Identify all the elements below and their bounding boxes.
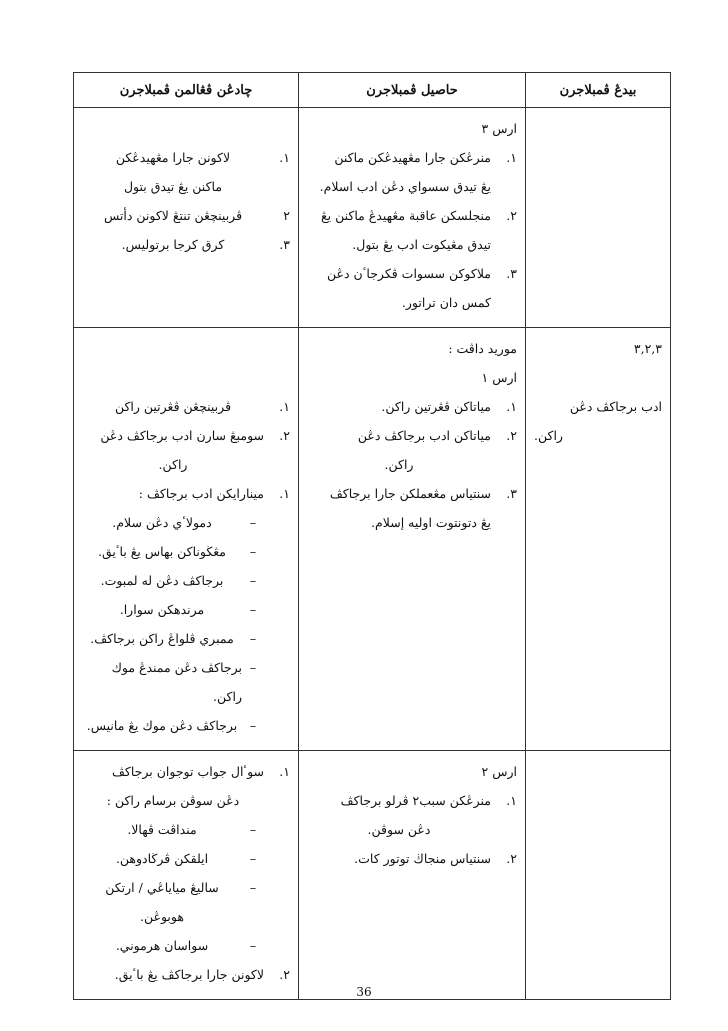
- dash-item: – دمولاٴي دڠن سلام.: [82, 508, 290, 537]
- header-focus: بيدڠ ڤمبلاجرن: [526, 73, 671, 108]
- focus-title: ادب برجاكڤ دڠن: [569, 399, 662, 414]
- dash-item: – مڠڬوناكن بهاس يڠ باٴيق.: [82, 537, 290, 566]
- list-text: لاكونن جارا مڠهيدڠكن: [115, 150, 231, 165]
- dash-text: ايلقكن ڤرڬادوهن.: [115, 851, 209, 866]
- list-number: ٣.: [506, 486, 517, 501]
- list-text: سوٴال جواب توجوان برجاكڤ: [111, 764, 264, 779]
- outcomes-cell: [299, 751, 526, 1000]
- dash-item: – سواسان هرموني.: [82, 931, 290, 960]
- list-number: ٣.: [506, 266, 517, 281]
- list-text: ملاكوكن سسوات ڤكرجا‌ٴن دڠن: [327, 266, 491, 281]
- page-number: 36: [356, 985, 372, 999]
- lesson-plan-table: [73, 72, 671, 1000]
- list-text: مياتاكن ڤڠرتين راكن.: [381, 399, 491, 414]
- dash-text: برجاكڤ دڠن موك يڠ مانيس.: [86, 718, 238, 733]
- document-page: [73, 72, 670, 1000]
- table-row: [74, 108, 671, 328]
- list-text: مينارايكن ادب برجاكڤ :: [138, 486, 264, 501]
- dash-item: – ممبري ڤلواڠ راكن برجاكڤ.: [82, 624, 290, 653]
- list-text: لاكونن جارا برجاكڤ يڠ باٴيق.: [114, 967, 264, 982]
- list-number: ٢.: [506, 851, 517, 866]
- outcomes-cell: [299, 108, 526, 328]
- outcomes-heading: موريد داڤت :: [448, 341, 517, 356]
- list-item: [82, 757, 290, 786]
- list-text: منجلسكن عاقبة مڠهيدڠ ماكنن يڠ: [320, 208, 491, 223]
- list-number: ٢.: [506, 208, 517, 223]
- dash-item: – برجاكڤ دڠن موك يڠ مانيس.: [82, 711, 290, 740]
- dash-text: مرندهكن سوارا.: [119, 602, 205, 617]
- dash-text: برجاكڤ دڠن له لمبوت.: [100, 573, 224, 588]
- header-activities: چادڠن ڤڠالمن ڤمبلاجرن: [74, 73, 299, 108]
- list-text: ڤربينچڠن ڤڠرتين راكن: [114, 399, 232, 414]
- dash-text: مڠڬوناكن بهاس يڠ باٴيق.: [97, 544, 226, 559]
- list-text: سنتياس مڠعملكن جارا برجاكڤ: [329, 486, 491, 501]
- list-number: ٣.: [279, 237, 290, 252]
- list-number: ١.: [506, 150, 517, 165]
- dash-text: سالیڠ مياياڠي / ارتكن هوبوڠن.: [105, 880, 219, 924]
- header-outcomes: حاصيل ڤمبلاجرن: [299, 73, 526, 108]
- dash-item: – برجاكڤ دڠن له لمبوت.: [82, 566, 290, 595]
- activities-cell: [74, 751, 299, 1000]
- list-item: [307, 259, 517, 288]
- list-item: [82, 201, 290, 230]
- list-number: ٢: [283, 208, 290, 223]
- dash-text: سواسان هرموني.: [115, 938, 209, 953]
- dash-item: – مرندهكن سوارا.: [82, 595, 290, 624]
- table-row: [74, 751, 671, 1000]
- dash-item: – برجاكڤ دڠن ممندڠ موك راكن.: [82, 653, 290, 711]
- outcomes-level-heading: ارس ٢: [481, 764, 517, 779]
- list-text: سنتياس منجاڬ توتور كات.: [354, 851, 491, 866]
- list-item: [307, 143, 517, 172]
- list-text-continued: دڠن سوڤن برسام راكن :: [106, 793, 240, 808]
- list-text-continued: راكن.: [384, 457, 414, 472]
- list-text-continued: دڠن سوڤن.: [367, 822, 431, 837]
- list-text: مياتاكن ادب برجاكڤ دڠن: [357, 428, 491, 443]
- list-number: ٢.: [279, 967, 290, 982]
- list-text: منرڠكن سبب٢ ڤرلو برجاكڤ: [340, 793, 491, 808]
- list-text: ڤربينچڠن تنتڠ لاكونن دأتس: [103, 208, 243, 223]
- focus-cell: [526, 328, 671, 751]
- dash-text: منداڤت ڤهالا.: [127, 822, 197, 837]
- list-item: [307, 421, 517, 450]
- outcomes-cell: [299, 328, 526, 751]
- list-text: منرڠكن جارا مڠهيدڠكن ماكنن: [334, 150, 491, 165]
- table-row: [74, 328, 671, 751]
- list-number: ١.: [279, 150, 290, 165]
- focus-code: ٣,٢,٣: [633, 341, 662, 356]
- list-item: [307, 201, 517, 230]
- list-item: [307, 392, 517, 421]
- list-number: ٢.: [279, 428, 290, 443]
- dash-item: – سالیڠ مياياڠي / ارتكن هوبوڠن.: [82, 873, 290, 931]
- focus-cell: [526, 751, 671, 1000]
- list-item: [82, 392, 290, 421]
- list-item: [82, 143, 290, 172]
- list-item: [82, 421, 290, 450]
- list-text: سومبڠ سارن ادب برجاكڤ دڠن: [100, 428, 264, 443]
- list-item: [307, 844, 517, 873]
- dash-item: – ايلقكن ڤرڬادوهن.: [82, 844, 290, 873]
- outcomes-level-heading: ارس ١: [481, 370, 517, 385]
- list-text-continued: ماكنن يڠ تيدق بتول: [123, 179, 223, 194]
- list-text-continued: كمس دان تراتور.: [401, 295, 491, 310]
- list-item: [82, 479, 290, 508]
- list-text: كرق كرجا برتوليس.: [121, 237, 225, 252]
- outcomes-level-heading: ارس ٣: [481, 121, 517, 136]
- list-number: ١.: [279, 486, 290, 501]
- activities-cell: [74, 328, 299, 751]
- list-number: ١.: [279, 399, 290, 414]
- focus-title-continued: راكن.: [534, 428, 563, 443]
- focus-cell: [526, 108, 671, 328]
- list-item: [82, 230, 290, 259]
- list-text-continued: يڠ تيدق سسواي دڠن ادب اسلام.: [319, 179, 491, 194]
- list-item: [307, 786, 517, 815]
- focus-blank: [534, 363, 662, 392]
- list-text-continued: راكن.: [158, 457, 188, 472]
- table-header-row: [74, 73, 671, 108]
- list-text-continued: تيدق مڠيكوت ادب يڠ بتول.: [352, 237, 491, 252]
- activities-cell: [74, 108, 299, 328]
- list-text-continued: يڠ دتونتوت اوليه إسلام.: [371, 515, 491, 530]
- dash-text: دمولاٴي دڠن سلام.: [112, 515, 212, 530]
- list-number: ١.: [506, 399, 517, 414]
- dash-item: – منداڤت ڤهالا.: [82, 815, 290, 844]
- dash-text: ممبري ڤلواڠ راكن برجاكڤ.: [90, 631, 234, 646]
- list-number: ٢.: [506, 428, 517, 443]
- list-item: [307, 479, 517, 508]
- list-number: ١.: [506, 793, 517, 808]
- list-number: ١.: [279, 764, 290, 779]
- dash-text: برجاكڤ دڠن ممندڠ موك راكن.: [111, 660, 242, 704]
